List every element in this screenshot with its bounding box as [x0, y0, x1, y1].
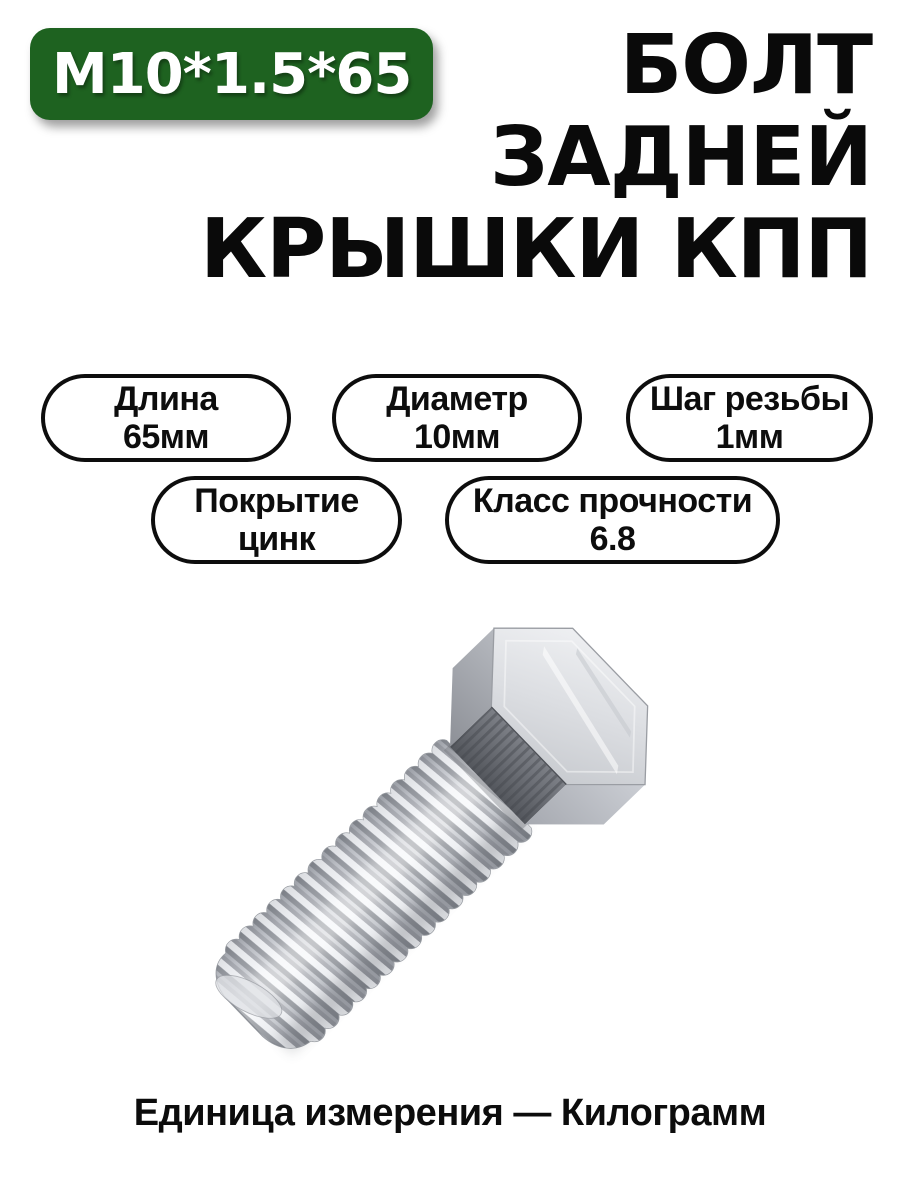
product-title — [0, 20, 872, 295]
spec-label: Покрытие — [194, 482, 359, 520]
spec-pill-thread-pitch — [626, 374, 873, 462]
spec-pill-length — [41, 374, 291, 462]
spec-label: Диаметр — [386, 380, 528, 418]
product-title-line: БОЛТ — [619, 18, 872, 113]
spec-pill-coating — [151, 476, 402, 564]
bolt-product-image — [200, 580, 700, 1080]
spec-value: 10мм — [413, 418, 501, 456]
spec-value: 65мм — [122, 418, 210, 456]
product-title-line: ЗАДНЕЙ — [489, 109, 872, 205]
spec-label: Длина — [114, 380, 218, 418]
unit-of-measure-text: Единица измерения — Килограмм — [133, 1092, 767, 1134]
spec-pill-strength-class — [445, 476, 780, 564]
spec-value: 1мм — [715, 418, 784, 456]
spec-value: 6.8 — [589, 520, 636, 558]
spec-value: цинк — [237, 520, 316, 558]
spec-pill-diameter — [332, 374, 582, 462]
spec-label: Класс прочности — [472, 482, 753, 520]
bolt-illustration — [200, 580, 700, 1080]
spec-label: Шаг резьбы — [649, 380, 850, 418]
size-badge: М10*1.5*65 — [30, 28, 433, 120]
product-title-line: КРЫШКИ КПП — [200, 201, 872, 297]
